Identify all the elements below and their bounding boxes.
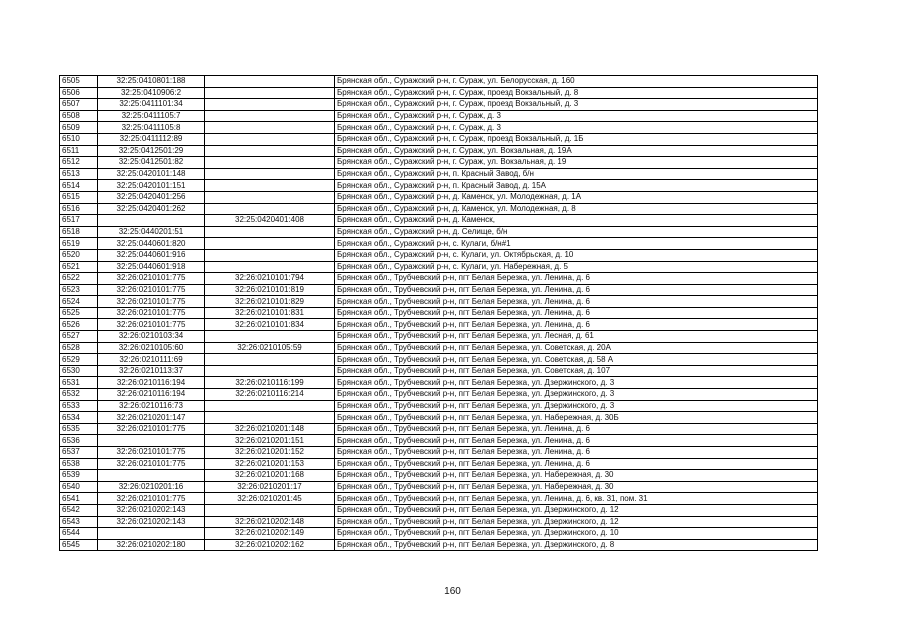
related-cadastral-number-cell: 32:26:0210116:199 [205,377,335,389]
related-cadastral-number-cell [205,122,335,134]
address-cell: Брянская обл., Суражский р-н, г. Сураж, проезд Вокзальный, д. 3 [335,99,818,111]
cadastral-number-cell: 32:26:0210105:60 [98,342,205,354]
table-row [60,389,818,401]
row-number-cell: 6538 [60,458,98,470]
address-cell: Брянская обл., Трубчевский р-н, пгт Белая Березка, ул. Дзержинского, д. 12 [335,516,818,528]
address-cell: Брянская обл., Суражский р-н, г. Сураж, д. 3 [335,110,818,122]
address-cell: Брянская обл., Трубчевский р-н, пгт Белая Березка, ул. Советская, д. 20А [335,342,818,354]
row-number-cell: 6518 [60,226,98,238]
row-number-cell: 6521 [60,261,98,273]
related-cadastral-number-cell [205,145,335,157]
table-row [60,435,818,447]
address-cell: Брянская обл., Трубчевский р-н, пгт Белая Березка, ул. Дзержинского, д. 10 [335,528,818,540]
related-cadastral-number-cell [205,365,335,377]
address-cell: Брянская обл., Трубчевский р-н, пгт Белая Березка, ул. Ленина, д. 6 [335,307,818,319]
related-cadastral-number-cell [205,76,335,88]
row-number-cell: 6526 [60,319,98,331]
related-cadastral-number-cell [205,412,335,424]
related-cadastral-number-cell [205,180,335,192]
related-cadastral-number-cell: 32:26:0210101:831 [205,307,335,319]
row-number-cell: 6513 [60,168,98,180]
cadastral-number-cell: 32:26:0210101:775 [98,458,205,470]
related-cadastral-number-cell: 32:26:0210101:819 [205,284,335,296]
table-row [60,191,818,203]
page-number: 160 [444,586,461,597]
cadastral-number-cell: 32:26:0210111:69 [98,354,205,366]
row-number-cell: 6544 [60,528,98,540]
related-cadastral-number-cell [205,191,335,203]
address-cell: Брянская обл., Трубчевский р-н, пгт Белая Березка, ул. Дзержинского, д. 12 [335,504,818,516]
cadastral-number-cell [98,470,205,482]
cadastral-number-cell: 32:26:0210101:775 [98,319,205,331]
cadastral-number-cell [98,215,205,227]
row-number-cell: 6512 [60,157,98,169]
related-cadastral-number-cell: 32:26:0210201:17 [205,481,335,493]
table-row [60,470,818,482]
address-cell: Брянская обл., Трубчевский р-н, пгт Белая Березка, ул. Набережная, д. 30 [335,470,818,482]
cadastral-number-cell: 32:25:0420401:256 [98,191,205,203]
row-number-cell: 6505 [60,76,98,88]
table-row [60,342,818,354]
related-cadastral-number-cell: 32:26:0210201:168 [205,470,335,482]
cadastral-number-cell: 32:25:0440601:916 [98,249,205,261]
table-row [60,539,818,551]
cadastral-number-cell [98,435,205,447]
table-row [60,307,818,319]
table-row [60,261,818,273]
cadastral-number-cell: 32:26:0210116:73 [98,400,205,412]
cadastral-number-cell: 32:26:0210101:775 [98,296,205,308]
row-number-cell: 6517 [60,215,98,227]
cadastral-number-cell: 32:25:0410906:2 [98,87,205,99]
cadastral-number-cell: 32:25:0410801:188 [98,76,205,88]
related-cadastral-number-cell [205,110,335,122]
address-cell: Брянская обл., Трубчевский р-н, пгт Белая Березка, ул. Ленина, д. 6 [335,296,818,308]
row-number-cell: 6534 [60,412,98,424]
address-cell: Брянская обл., Трубчевский р-н, пгт Белая Березка, ул. Ленина, д. 6 [335,319,818,331]
address-cell: Брянская обл., Трубчевский р-н, пгт Белая Березка, ул. Ленина, д. 6 [335,273,818,285]
address-cell: Брянская обл., Трубчевский р-н, пгт Белая Березка, ул. Набережная, д. 30Б [335,412,818,424]
table-row [60,238,818,250]
related-cadastral-number-cell: 32:26:0210201:151 [205,435,335,447]
table-row [60,481,818,493]
address-cell: Брянская обл., Трубчевский р-н, пгт Белая Березка, ул. Дзержинского, д. 3 [335,400,818,412]
row-number-cell: 6536 [60,435,98,447]
related-cadastral-number-cell: 32:26:0210201:45 [205,493,335,505]
row-number-cell: 6541 [60,493,98,505]
row-number-cell: 6545 [60,539,98,551]
related-cadastral-number-cell [205,261,335,273]
row-number-cell: 6522 [60,273,98,285]
address-cell: Брянская обл., Суражский р-н, д. Каменск, [335,215,818,227]
cadastral-number-cell: 32:25:0411105:7 [98,110,205,122]
related-cadastral-number-cell [205,400,335,412]
address-cell: Брянская обл., Суражский р-н, с. Кулаги, ул. Набережная, д. 5 [335,261,818,273]
table-row [60,133,818,145]
table-row [60,319,818,331]
cadastral-number-cell: 32:26:0210116:194 [98,377,205,389]
related-cadastral-number-cell: 32:26:0210105:59 [205,342,335,354]
table-row [60,493,818,505]
table-row [60,249,818,261]
address-cell: Брянская обл., Трубчевский р-н, пгт Белая Березка, ул. Лесная, д. 61 [335,331,818,343]
related-cadastral-number-cell [205,157,335,169]
address-cell: Брянская обл., Суражский р-н, д. Селище, б/н [335,226,818,238]
row-number-cell: 6525 [60,307,98,319]
address-cell: Брянская обл., Суражский р-н, г. Сураж, проезд Вокзальный, д. 8 [335,87,818,99]
row-number-cell: 6510 [60,133,98,145]
row-number-cell: 6507 [60,99,98,111]
address-cell: Брянская обл., Суражский р-н, г. Сураж, проезд Вокзальный, д. 1Б [335,133,818,145]
table-row [60,412,818,424]
address-cell: Брянская обл., Трубчевский р-н, пгт Белая Березка, ул. Дзержинского, д. 3 [335,377,818,389]
row-number-cell: 6535 [60,423,98,435]
row-number-cell: 6532 [60,389,98,401]
row-number-cell: 6540 [60,481,98,493]
cadastral-number-cell: 32:26:0210101:775 [98,493,205,505]
related-cadastral-number-cell: 32:26:0210101:794 [205,273,335,285]
address-cell: Брянская обл., Трубчевский р-н, пгт Белая Березка, ул. Ленина, д. 6 [335,458,818,470]
table-row [60,400,818,412]
cadastral-number-cell: 32:26:0210116:194 [98,389,205,401]
cadastral-number-cell: 32:26:0210103:34 [98,331,205,343]
address-cell: Брянская обл., Суражский р-н, г. Сураж, ул. Вокзальная, д. 19 [335,157,818,169]
cadastral-number-cell: 32:25:0420101:151 [98,180,205,192]
table-row [60,331,818,343]
row-number-cell: 6531 [60,377,98,389]
address-cell: Брянская обл., Трубчевский р-н, пгт Белая Березка, ул. Ленина, д. 6 [335,435,818,447]
cadastral-number-cell: 32:26:0210202:143 [98,516,205,528]
row-number-cell: 6506 [60,87,98,99]
cadastral-number-cell: 32:25:0440201:51 [98,226,205,238]
row-number-cell: 6519 [60,238,98,250]
table-row [60,122,818,134]
row-number-cell: 6520 [60,249,98,261]
related-cadastral-number-cell [205,226,335,238]
table-row [60,157,818,169]
related-cadastral-number-cell: 32:26:0210201:148 [205,423,335,435]
table-row [60,423,818,435]
related-cadastral-number-cell [205,354,335,366]
related-cadastral-number-cell: 32:26:0210116:214 [205,389,335,401]
cadastral-number-cell [98,528,205,540]
cadastral-number-cell: 32:26:0210113:37 [98,365,205,377]
table-row [60,504,818,516]
table-row [60,110,818,122]
address-cell: Брянская обл., Суражский р-н, с. Кулаги, б/н#1 [335,238,818,250]
table-row [60,99,818,111]
cadastral-number-cell: 32:26:0210101:775 [98,423,205,435]
address-cell: Брянская обл., Трубчевский р-н, пгт Белая Березка, ул. Дзержинского, д. 8 [335,539,818,551]
table-row [60,447,818,459]
table-row [60,226,818,238]
row-number-cell: 6511 [60,145,98,157]
address-cell: Брянская обл., Трубчевский р-н, пгт Белая Березка, ул. Ленина, д. 6 [335,447,818,459]
cadastral-number-cell: 32:25:0440601:820 [98,238,205,250]
address-cell: Брянская обл., Трубчевский р-н, пгт Белая Березка, ул. Советская, д. 107 [335,365,818,377]
related-cadastral-number-cell [205,249,335,261]
table-row [60,296,818,308]
table-row [60,273,818,285]
row-number-cell: 6514 [60,180,98,192]
address-cell: Брянская обл., Суражский р-н, г. Сураж, ул. Белорусская, д. 160 [335,76,818,88]
related-cadastral-number-cell [205,168,335,180]
cadastral-number-cell: 32:25:0440601:918 [98,261,205,273]
row-number-cell: 6528 [60,342,98,354]
table-row [60,215,818,227]
related-cadastral-number-cell [205,203,335,215]
related-cadastral-number-cell [205,133,335,145]
row-number-cell: 6523 [60,284,98,296]
related-cadastral-number-cell: 32:26:0210201:152 [205,447,335,459]
cadastral-number-cell: 32:25:0411112:89 [98,133,205,145]
cadastral-number-cell: 32:25:0412501:29 [98,145,205,157]
cadastral-number-cell: 32:25:0420401:262 [98,203,205,215]
cadastral-number-cell: 32:26:0210101:775 [98,307,205,319]
cadastral-number-cell: 32:26:0210101:775 [98,273,205,285]
cadastral-number-cell: 32:25:0411101:34 [98,99,205,111]
address-cell: Брянская обл., Трубчевский р-н, пгт Белая Березка, ул. Ленина, д. 6 [335,423,818,435]
row-number-cell: 6530 [60,365,98,377]
table-row [60,87,818,99]
table-row [60,145,818,157]
cadastral-number-cell: 32:25:0411105:8 [98,122,205,134]
related-cadastral-number-cell [205,238,335,250]
row-number-cell: 6542 [60,504,98,516]
registry-table [59,75,818,551]
cadastral-number-cell: 32:26:0210201:147 [98,412,205,424]
table-row [60,516,818,528]
address-cell: Брянская обл., Трубчевский р-н, пгт Белая Березка, ул. Набережная, д. 30 [335,481,818,493]
related-cadastral-number-cell: 32:26:0210101:834 [205,319,335,331]
related-cadastral-number-cell: 32:25:0420401:408 [205,215,335,227]
table-row [60,168,818,180]
table-row [60,203,818,215]
table-row [60,354,818,366]
table-row [60,458,818,470]
address-cell: Брянская обл., Трубчевский р-н, пгт Белая Березка, ул. Ленина, д. 6, кв. 31, пом. 31 [335,493,818,505]
row-number-cell: 6509 [60,122,98,134]
cadastral-number-cell: 32:25:0412501:82 [98,157,205,169]
row-number-cell: 6543 [60,516,98,528]
address-cell: Брянская обл., Суражский р-н, д. Каменск, ул. Молодежная, д. 8 [335,203,818,215]
related-cadastral-number-cell: 32:26:0210101:829 [205,296,335,308]
related-cadastral-number-cell: 32:26:0210202:162 [205,539,335,551]
row-number-cell: 6524 [60,296,98,308]
row-number-cell: 6529 [60,354,98,366]
address-cell: Брянская обл., Трубчевский р-н, пгт Белая Березка, ул. Дзержинского, д. 3 [335,389,818,401]
related-cadastral-number-cell [205,504,335,516]
address-cell: Брянская обл., Суражский р-н, г. Сураж, ул. Вокзальная, д. 19А [335,145,818,157]
row-number-cell: 6516 [60,203,98,215]
cadastral-number-cell: 32:26:0210101:775 [98,284,205,296]
registry-table-body [60,76,818,551]
table-row [60,365,818,377]
address-cell: Брянская обл., Суражский р-н, д. Каменск, ул. Молодежная, д. 1А [335,191,818,203]
row-number-cell: 6508 [60,110,98,122]
row-number-cell: 6539 [60,470,98,482]
address-cell: Брянская обл., Суражский р-н, с. Кулаги, ул. Октябрьская, д. 10 [335,249,818,261]
address-cell: Брянская обл., Трубчевский р-н, пгт Белая Березка, ул. Советская, д. 58 А [335,354,818,366]
address-cell: Брянская обл., Трубчевский р-н, пгт Белая Березка, ул. Ленина, д. 6 [335,284,818,296]
cadastral-number-cell: 32:26:0210201:16 [98,481,205,493]
related-cadastral-number-cell [205,87,335,99]
related-cadastral-number-cell: 32:26:0210202:148 [205,516,335,528]
row-number-cell: 6527 [60,331,98,343]
cadastral-number-cell: 32:26:0210202:143 [98,504,205,516]
related-cadastral-number-cell: 32:26:0210201:153 [205,458,335,470]
address-cell: Брянская обл., Суражский р-н, п. Красный Завод, б/н [335,168,818,180]
row-number-cell: 6515 [60,191,98,203]
cadastral-number-cell: 32:26:0210202:180 [98,539,205,551]
table-row [60,76,818,88]
row-number-cell: 6537 [60,447,98,459]
related-cadastral-number-cell [205,331,335,343]
table-row [60,528,818,540]
related-cadastral-number-cell: 32:26:0210202:149 [205,528,335,540]
cadastral-number-cell: 32:25:0420101:148 [98,168,205,180]
address-cell: Брянская обл., Суражский р-н, п. Красный Завод, д. 15А [335,180,818,192]
table-row [60,377,818,389]
table-row [60,180,818,192]
table-row [60,284,818,296]
related-cadastral-number-cell [205,99,335,111]
address-cell: Брянская обл., Суражский р-н, г. Сураж, д. 3 [335,122,818,134]
row-number-cell: 6533 [60,400,98,412]
cadastral-number-cell: 32:26:0210101:775 [98,447,205,459]
